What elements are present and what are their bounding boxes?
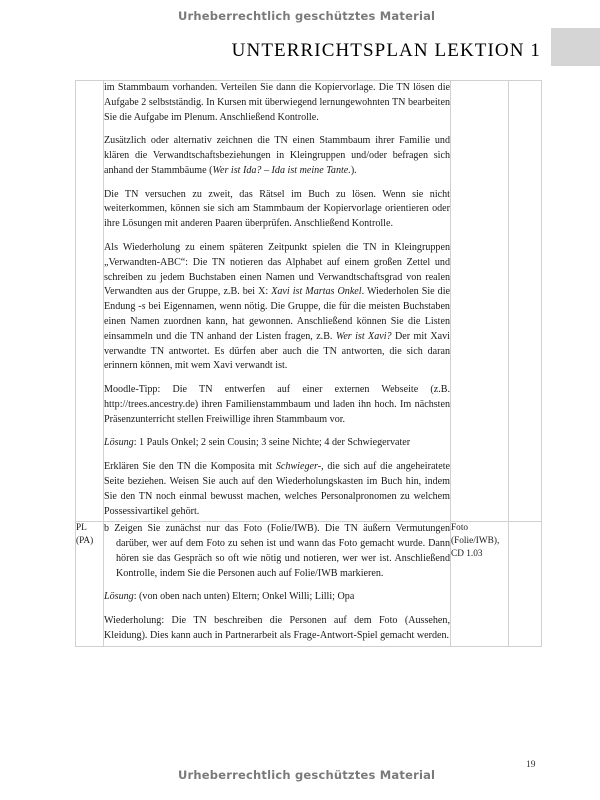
body-text: Erklären Sie den TN die Komposita mit xyxy=(104,461,276,473)
paragraph xyxy=(104,383,450,427)
cell-materials xyxy=(451,81,509,522)
body-text: : 1 Pauls Onkel; 2 sein Cousin; 3 seine Nichte; 4 der Schwiegervater xyxy=(133,437,411,449)
body-text: Als Wiederholung zu einem späteren Zeitpunkt spielen die TN in Kleingruppen „Verwandten-ABC“: Die TN notieren das Alphabet auf einem großen Zettel und schreiben zu jedem Buchstaben einen Namen und Verwandtschaftsgrad von realen Verwandten aus der Gruppe, z.B. bei X: xyxy=(104,242,450,298)
cell-notes xyxy=(509,522,542,646)
table-row xyxy=(76,81,542,522)
body-text: bei Eigennamen, wenn nötig. Die Gruppe, die für die meisten Buchstaben einen Namen zuordnen kann, hat gewonnen. Anschließend können Sie die Listen einsammeln und die TN anhand der Listen fragen, z.B. xyxy=(104,301,450,342)
body-text: ). xyxy=(350,164,357,176)
body-text: Der mit Xavi verwandte TN antwortet. Es dürfen aber auch die TN antworten, die sich daran erinnern können, mit wem Xavi verwandt ist. xyxy=(104,330,450,372)
table-body xyxy=(76,81,542,647)
page-title: UNTERRICHTSPLAN LEKTION 1 xyxy=(231,40,541,61)
cell-instructions xyxy=(104,81,451,522)
body-text: , die sich auf die angeheiratete Seite beziehen. Weisen Sie auch auf den Wiederholungskasten im Buch hin, indem Sie den TN noch einmal bewusst machen, welches Personalpronomen zu welchem Possessivartikel gehört. xyxy=(104,461,450,517)
table-row xyxy=(76,522,542,646)
cell-instructions xyxy=(104,522,451,646)
page-number: 19 xyxy=(526,760,536,770)
cell-social-form xyxy=(76,522,104,646)
paragraph xyxy=(104,460,450,519)
body-text: Moodle-Tipp: Die TN entwerfen auf einer externen Webseite (z.B. http://trees.ancestry.de) ihren Familienstammbaum und laden ihn hoch. Im nächsten Präsenzunterricht stellen Freiwillige ihren Stammbaum vor. xyxy=(104,384,450,425)
body-text: . Wiederholen Sie die Endung xyxy=(104,286,450,313)
lesson-plan-table xyxy=(75,80,542,647)
body-text: Wiederholung: Die TN beschreiben die Personen auf dem Foto (Aussehen, Kleidung). Dies kann auch in Partnerarbeit als Frage-Antwort-Spiel gemacht werden. xyxy=(104,615,450,641)
emphasis-text: Lösung xyxy=(104,591,134,603)
paragraph xyxy=(104,241,450,374)
copyright-watermark-top: Urheberrechtlich geschütztes Material xyxy=(178,9,436,23)
emphasis-text: Wer ist Ida? – Ida ist meine Tante. xyxy=(212,164,351,176)
paragraph xyxy=(104,188,450,232)
emphasis-text: Xavi ist Martas Onkel xyxy=(271,286,362,298)
cell-notes xyxy=(509,81,542,522)
paragraph xyxy=(104,436,450,451)
body-text: im Stammbaum vorhanden. Verteilen Sie dann die Kopiervorlage. Die TN lösen die Aufgabe 2 selbstständig. In Kursen mit überwiegend lernungewohnten TN bearbeiten Sie die Aufgabe im Plenum. Anschließend Kontrolle. xyxy=(104,82,450,123)
paragraph xyxy=(104,522,450,581)
cell-social-form xyxy=(76,81,104,522)
emphasis-text: -s xyxy=(138,301,146,313)
paragraph xyxy=(104,614,450,644)
cell-text: Foto (Folie/IWB), CD 1.03 xyxy=(451,523,500,559)
body-text: Die TN versuchen zu zweit, das Rätsel im Buch zu lösen. Wenn sie nicht weiterkommen, können sie sich am Stammbaum der Kopiervorlage orientieren oder ihre Lösungen mit anderen Paaren überprüfen. Anschließend Kontrolle. xyxy=(104,188,450,230)
paragraph xyxy=(104,81,450,125)
emphasis-text: Lösung xyxy=(104,437,134,449)
emphasis-text: Schwieger- xyxy=(275,461,322,473)
body-text: Zusätzlich oder alternativ zeichnen die TN einen Stammbaum ihrer Familie und klären die Verwandtschaftsbeziehungen in Kleingruppen und/oder befragen sich anhand der Stammbäume ( xyxy=(104,135,450,176)
cell-text: PL (PA) xyxy=(76,523,94,547)
body-text: : (von oben nach unten) Eltern; Onkel Willi; Lilli; Opa xyxy=(133,591,355,603)
paragraph xyxy=(104,590,450,605)
copyright-watermark-bottom: Urheberrechtlich geschütztes Material xyxy=(178,768,436,782)
header-grey-box xyxy=(551,28,600,66)
body-text: b Zeigen Sie zunächst nur das Foto (Folie/IWB). Die TN äußern Vermutungen darüber, wer auf dem Foto zu sehen ist und wann das Foto gemacht wurde. Dann hören sie das Gespräch so oft wie nötig und notieren, wer wer ist. Anschließend Kontrolle, indem Sie die Personen auch auf Folie/IWB markieren. xyxy=(104,523,450,579)
emphasis-text: Wer ist Xavi? xyxy=(335,330,392,342)
cell-materials xyxy=(451,522,509,646)
paragraph xyxy=(104,134,450,178)
